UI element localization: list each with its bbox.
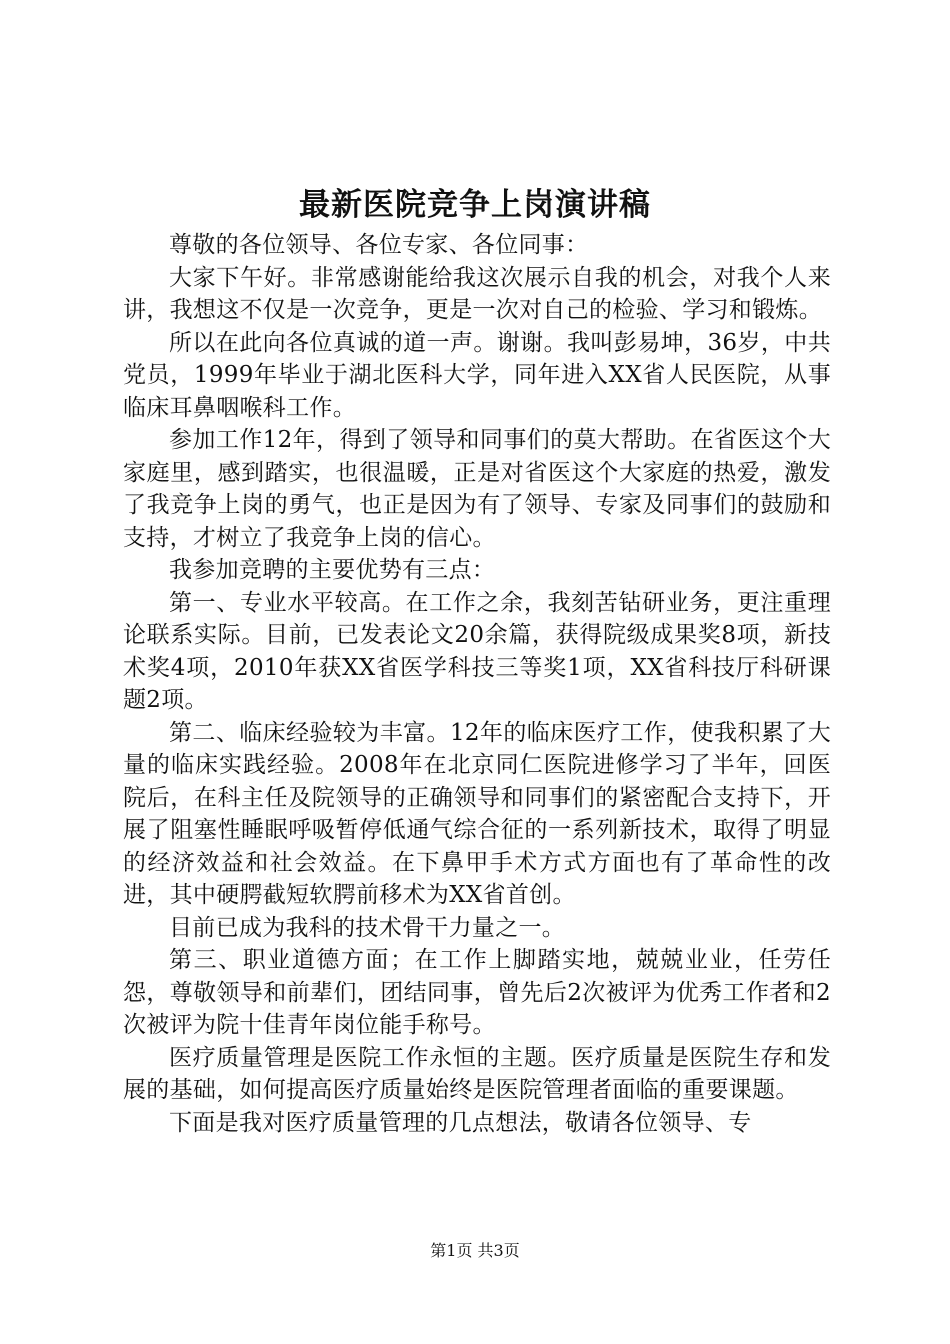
- paragraph: 第一、专业水平较高。在工作之余，我刻苦钻研业务，更注重理论联系实际。目前，已发表论文20余篇，获得院级成果奖8项，新技术奖4项，2010年获XX省医学科技三等奖1项，XX省科技厅科研课题2项。: [123, 589, 831, 713]
- paragraph: 所以在此向各位真诚的道一声。谢谢。我叫彭易坤，36岁，中共党员，1999年毕业于湖北医科大学，同年进入XX省人民医院，从事临床耳鼻咽喉科工作。: [123, 329, 831, 421]
- document-body: [123, 229, 831, 1139]
- paragraph: 尊敬的各位领导、各位专家、各位同事：: [169, 232, 589, 258]
- document-title: 最新医院竞争上岗演讲稿: [299, 187, 651, 223]
- paragraph: 第三、职业道德方面；在工作上脚踏实地，兢兢业业，任劳任怨，尊敬领导和前辈们，团结同事，曾先后2次被评为优秀工作者和2次被评为院十佳青年岗位能手称号。: [123, 947, 831, 1038]
- page-number-footer: 第1页 共3页: [430, 1241, 520, 1260]
- paragraph: 大家下午好。非常感谢能给我这次展示自我的机会，对我个人来讲，我想这不仅是一次竞争，更是一次对自己的检验、学习和锻炼。: [123, 264, 831, 323]
- paragraph: 下面是我对医疗质量管理的几点想法，敬请各位领导、专: [169, 1109, 752, 1136]
- paragraph: 参加工作12年，得到了领导和同事们的莫大帮助。在省医这个大家庭里，感到踏实，也很温暖，正是对省医这个大家庭的热爱，激发了我竞争上岗的勇气，也正是因为有了领导、专家及同事们的鼓励和支持，才树立了我竞争上岗的信心。: [123, 427, 831, 551]
- paragraph: 医疗质量管理是医院工作永恒的主题。医疗质量是医院生存和发展的基础，如何提高医疗质量始终是医院管理者面临的重要课题。: [123, 1044, 831, 1103]
- paragraph: 目前已成为我科的技术骨干力量之一。: [169, 914, 566, 941]
- paragraph: 我参加竞聘的主要优势有三点：: [169, 557, 496, 583]
- paragraph: 第二、临床经验较为丰富。12年的临床医疗工作，使我积累了大量的临床实践经验。2008年在北京同仁医院进修学习了半年，回医院后，在科主任及院领导的正确领导和同事们的紧密配合支持下，开展了阻塞性睡眠呼吸暂停低通气综合征的一系列新技术，取得了明显的经济效益和社会效益。在下鼻甲手术方式方面也有了革命性的改进，其中硬腭截短软腭前移术为XX省首创。: [123, 719, 831, 908]
